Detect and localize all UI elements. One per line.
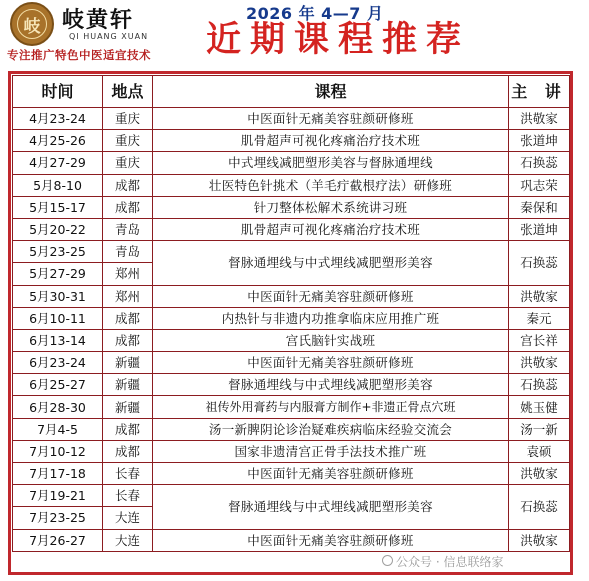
cell-time: 4月27-29	[13, 152, 103, 174]
table-row	[13, 241, 570, 263]
cell-teacher: 秦保和	[509, 196, 570, 218]
table-row	[13, 174, 570, 196]
cell-teacher: 汤一新	[509, 418, 570, 440]
table-row	[13, 285, 570, 307]
cell-time: 5月15-17	[13, 196, 103, 218]
cell-place: 新疆	[103, 374, 153, 396]
cell-place: 青岛	[103, 241, 153, 263]
cell-course: 汤一新脾阴论诊治疑难疾病临床经验交流会	[153, 418, 509, 440]
cell-place: 新疆	[103, 352, 153, 374]
cell-teacher: 宫长祥	[509, 329, 570, 351]
cell-place: 郑州	[103, 285, 153, 307]
cell-time: 6月10-11	[13, 307, 103, 329]
cell-time: 4月23-24	[13, 108, 103, 130]
cell-time: 7月4-5	[13, 418, 103, 440]
wechat-icon	[382, 555, 393, 566]
table-row	[13, 130, 570, 152]
cell-place: 重庆	[103, 108, 153, 130]
header-time: 时间	[13, 76, 103, 108]
cell-course: 宫氏脑针实战班	[153, 329, 509, 351]
cell-time: 7月19-21	[13, 485, 103, 507]
table-row	[13, 529, 570, 551]
cell-course: 中式埋线减肥塑形美容与督脉通埋线	[153, 152, 509, 174]
cell-place: 青岛	[103, 218, 153, 240]
cell-teacher: 洪敬家	[509, 529, 570, 551]
header-course: 课程	[153, 76, 509, 108]
table-row	[13, 218, 570, 240]
cell-time: 7月23-25	[13, 507, 103, 529]
cell-time: 7月26-27	[13, 529, 103, 551]
cell-course: 祖传外用膏药与内服膏方制作+非遗正骨点穴班	[153, 396, 509, 418]
cell-teacher: 洪敬家	[509, 352, 570, 374]
date-range: 2026 年 4—7 月	[246, 4, 384, 23]
cell-teacher: 张道坤	[509, 130, 570, 152]
table-row	[13, 440, 570, 462]
cell-teacher: 石换蕊	[509, 152, 570, 174]
cell-place: 新疆	[103, 396, 153, 418]
table-header-row	[13, 76, 570, 108]
cell-teacher: 石换蕊	[509, 241, 570, 285]
logo-seal-glyph: 岐	[17, 9, 47, 39]
cell-course: 肌骨超声可视化疼痛治疗技术班	[153, 130, 509, 152]
cell-place: 成都	[103, 307, 153, 329]
course-table-frame	[8, 71, 573, 575]
cell-time: 5月20-22	[13, 218, 103, 240]
cell-time: 6月23-24	[13, 352, 103, 374]
page-header	[0, 0, 589, 72]
cell-time: 6月28-30	[13, 396, 103, 418]
cell-course: 中医面针无痛美容驻颜研修班	[153, 352, 509, 374]
table-row	[13, 352, 570, 374]
cell-course: 国家非遗清宫正骨手法技术推广班	[153, 440, 509, 462]
cell-teacher: 石换蕊	[509, 374, 570, 396]
cell-time: 7月17-18	[13, 463, 103, 485]
cell-time: 5月23-25	[13, 241, 103, 263]
table-row	[13, 396, 570, 418]
cell-time: 5月8-10	[13, 174, 103, 196]
cell-course: 中医面针无痛美容驻颜研修班	[153, 108, 509, 130]
cell-time: 6月25-27	[13, 374, 103, 396]
cell-course: 督脉通埋线与中式埋线减肥塑形美容	[153, 485, 509, 529]
cell-time: 4月25-26	[13, 130, 103, 152]
cell-place: 长春	[103, 463, 153, 485]
cell-teacher: 袁硕	[509, 440, 570, 462]
cell-place: 成都	[103, 329, 153, 351]
cell-time: 6月13-14	[13, 329, 103, 351]
brand-pinyin: QI HUANG XUAN	[69, 32, 149, 41]
cell-place: 大连	[103, 507, 153, 529]
cell-course: 中医面针无痛美容驻颜研修班	[153, 285, 509, 307]
table-row	[13, 463, 570, 485]
cell-place: 重庆	[103, 152, 153, 174]
cell-teacher: 张道坤	[509, 218, 570, 240]
table-row	[13, 329, 570, 351]
table-row	[13, 418, 570, 440]
cell-place: 长春	[103, 485, 153, 507]
cell-time: 5月27-29	[13, 263, 103, 285]
cell-place: 大连	[103, 529, 153, 551]
cell-course: 内热针与非遗内功推拿临床应用推广班	[153, 307, 509, 329]
cell-course: 壮医特色针挑术（羊毛疔截根疗法）研修班	[153, 174, 509, 196]
cell-teacher: 洪敬家	[509, 463, 570, 485]
cell-course: 中医面针无痛美容驻颜研修班	[153, 463, 509, 485]
cell-course: 肌骨超声可视化疼痛治疗技术班	[153, 218, 509, 240]
cell-teacher: 秦元	[509, 307, 570, 329]
watermark-text: 公众号 · 信息联络家	[396, 555, 504, 569]
cell-time: 7月10-12	[13, 440, 103, 462]
table-row	[13, 152, 570, 174]
table-row	[13, 307, 570, 329]
header-teacher: 主 讲	[509, 76, 570, 108]
table-row	[13, 485, 570, 507]
table-row	[13, 108, 570, 130]
brand-name: 岐黄轩	[62, 7, 135, 33]
cell-time: 5月30-31	[13, 285, 103, 307]
cell-place: 成都	[103, 418, 153, 440]
cell-place: 郑州	[103, 263, 153, 285]
cell-course: 督脉通埋线与中式埋线减肥塑形美容	[153, 374, 509, 396]
cell-course: 针刀整体松解术系统讲习班	[153, 196, 509, 218]
course-table	[12, 75, 570, 552]
page-title: 近期课程推荐	[206, 20, 471, 60]
cell-course: 中医面针无痛美容驻颜研修班	[153, 529, 509, 551]
cell-teacher: 石换蕊	[509, 485, 570, 529]
cell-teacher: 姚玉健	[509, 396, 570, 418]
table-row	[13, 196, 570, 218]
brand-slogan: 专注推广特色中医适宜技术	[7, 48, 151, 62]
cell-course: 督脉通埋线与中式埋线减肥塑形美容	[153, 241, 509, 285]
cell-place: 重庆	[103, 130, 153, 152]
cell-place: 成都	[103, 440, 153, 462]
header-place: 地点	[103, 76, 153, 108]
cell-place: 成都	[103, 174, 153, 196]
cell-place: 成都	[103, 196, 153, 218]
cell-teacher: 巩志荣	[509, 174, 570, 196]
cell-teacher: 洪敬家	[509, 108, 570, 130]
table-row	[13, 374, 570, 396]
cell-teacher: 洪敬家	[509, 285, 570, 307]
brand-logo	[10, 2, 54, 46]
